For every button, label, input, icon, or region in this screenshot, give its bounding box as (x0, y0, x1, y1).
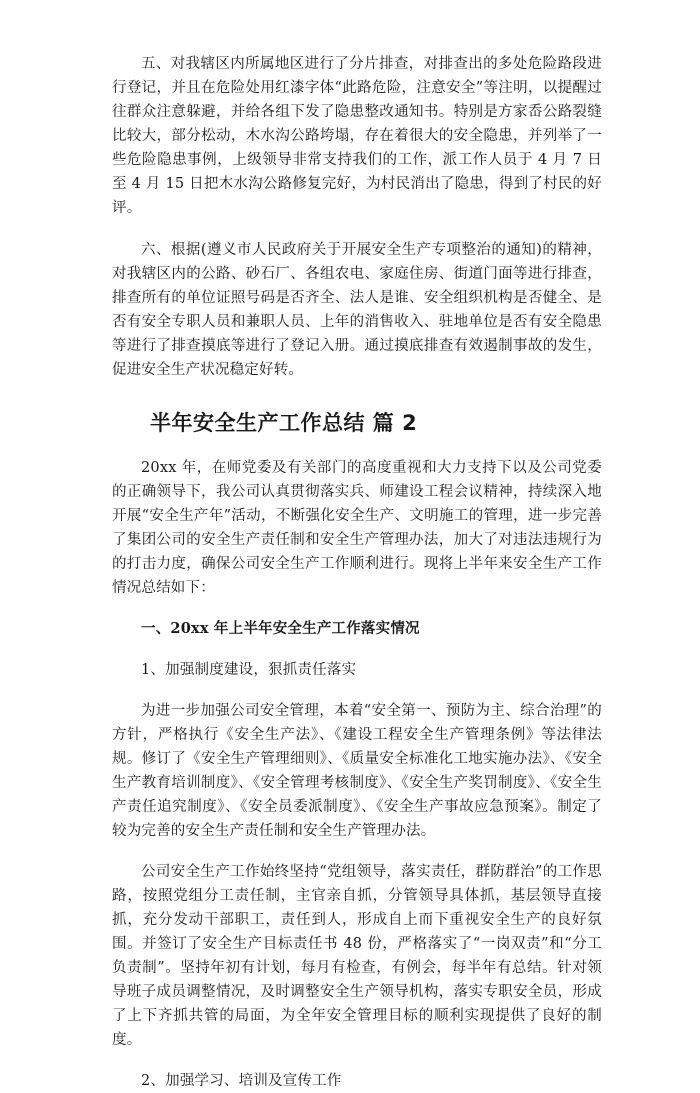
intro-paragraph: 20xx 年，在师党委及有关部门的高度重视和大力支持下以及公司党委的正确领导下，我公司认真贯彻落实兵、师建设工程会议精神，持续深入地开展“安全生产年”活动，不断强化安全生产、文明施工的管理，进一步完善了集团公司的安全生产责任制和安全生产管理办法，加大了对违法违规行为的打击力度，确保公司安全生产工作顺利进行。现将上半年来安全生产工作情况总结如下： (112, 460, 602, 596)
paragraph-responsibility: 公司安全生产工作始终坚持“党组领导，落实责任，群防群治”的工作思路，按照党组分工责任制，主官亲自抓，分管领导具体抓，基层领导直接抓，充分发动干部职工，责任到人，形成自上而下重视安全生产的良好氛围。并签订了安全生产目标责任书 48 份，严格落实了“一岗双责”和“分工负责制”。坚持年初有计划，每月有检查，有例会，每半年有总结。针对领导班子成员调整情况，及时调整安全生产领导机构，落实专职安全员，形成了上下齐抓共管的局面，为全年安全管理目标的顺利实现提供了良好的制度。 (112, 864, 602, 1048)
subheading-two: 2、加强学习、培训及宣传工作 (141, 1073, 342, 1089)
paragraph-system-building: 为进一步加强公司安全管理，本着“安全第一、预防为主、综合治理”的方针，严格执行《安全生产法》、《建设工程安全生产管理条例》等法律法规。修订了《安全生产管理细则》、《质量安全标准化工地实施办法》、《安全生产教育培训制度》、《安全管理考核制度》、《安全生产奖罚制度》、《安全生产责任追究制度》、《安全员委派制度》、《安全生产事故应急预案》。制定了较为完善的安全生产责任制和安全生产管理办法。 (112, 703, 602, 839)
section-title: 半年安全生产工作总结 篇 2 (150, 411, 418, 435)
paragraph-five: 五、对我辖区内所属地区进行了分片排查，对排查出的多处危险路段进行登记，并且在危险处用红漆字体“此路危险，注意安全”等注明，以提醒过往群众注意躲避，并给各组下发了隐患整改通知书。特别是方家岙公路裂缝比较大，部分松动，木水沟公路垮塌，存在着很大的安全隐患，并列举了一些危险隐患事例，上级领导非常支持我们的工作，派工作人员于 4 月 7 日至 4 月 15 日把木水沟公路修复完好，为村民消出了隐患，得到了村民的好评。 (112, 56, 602, 216)
heading-one: 一、20xx 年上半年安全生产工作落实情况 (141, 620, 420, 637)
subheading-one: 1、加强制度建设，狠抓责任落实 (141, 662, 357, 678)
paragraph-six: 六、根据(遵义市人民政府关于开展安全生产专项整治的通知)的精神，对我辖区内的公路、砂石厂、各组农电、家庭住房、街道门面等进行排查，排查所有的单位证照号码是否齐全、法人是谁、安全组织机构是否健全、是否有安全专职人员和兼职人员、上年的消售收入、驻地单位是否有安全隐患等进行了排查摸底等进行了登记入册。通过摸底排查有效遏制事故的发生，促进安全生产状况稳定好转。 (112, 242, 602, 378)
